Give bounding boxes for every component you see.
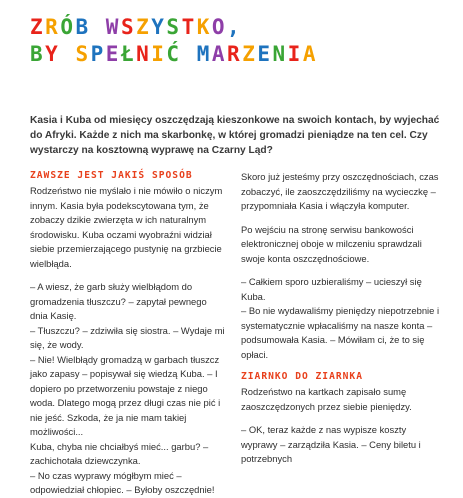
- title-letter: [182, 41, 197, 68]
- page-title: [30, 14, 318, 68]
- title-letter: Z: [30, 15, 46, 39]
- title-letter: B: [30, 42, 46, 66]
- title-letter: N: [272, 42, 288, 66]
- dialog-line: – Całkiem sporo uzbieraliśmy – ucieszył się Kuba.: [241, 276, 422, 302]
- right-paragraph-4: – OK, teraz każde z nas wypisze koszty wyprawy – zarządziła Kasia. – Ceny biletu i potrzebnych: [241, 424, 421, 464]
- title-line-1: [30, 14, 318, 41]
- dialog-line: – Bo nie wydawaliśmy pieniędzy niepotrzebnie i systematycznie wpłacaliśmy na nasze konta – podsumowała Kasia. – Mówiłam ci, że to się opłaci.: [241, 305, 440, 360]
- title-letter: M: [196, 42, 212, 66]
- title-letter: [60, 41, 75, 68]
- title-letter: Ó: [60, 15, 76, 39]
- right-column: [241, 170, 441, 467]
- right-paragraph-3: Rodzeństwo na kartkach zapisało sumę zaoszczędzonych przez siebie pieniędzy.: [241, 386, 412, 412]
- title-letter: Z: [242, 42, 258, 66]
- title-letter: Z: [136, 15, 152, 39]
- title-letter: B: [75, 15, 91, 39]
- dialog-line: – Tłuszczu? – zdziwiła się siostra. – Wydaje mi się, że wody.: [30, 324, 225, 350]
- title-letter: T: [181, 15, 197, 39]
- title-letter: I: [151, 42, 167, 66]
- dialog-line: – No czas wyprawy mógłbym mieć – odpowiedział chłopiec. – Byłoby oszczędnie!: [30, 469, 215, 495]
- title-letter: N: [136, 42, 152, 66]
- title-letter: Y: [151, 15, 167, 39]
- left-column: [30, 170, 225, 498]
- title-letter: P: [90, 42, 106, 66]
- title-letter: R: [45, 15, 61, 39]
- dialog-line: Kuba, chyba nie chciałbyś mieć... garbu? – zachichotała dziewczynka.: [30, 440, 209, 466]
- title-letter: W: [105, 15, 121, 39]
- title-letter: I: [287, 42, 303, 66]
- title-letter: E: [257, 42, 273, 66]
- right-paragraph-2: Po wejściu na stronę serwisu bankowości elektronicznej oboje w milczeniu sprawdzali swoje konta oszczędnościowe.: [241, 223, 422, 264]
- title-letter: R: [227, 42, 243, 66]
- intro-paragraph: Kasia i Kuba od miesięcy oszczędzają kieszonkowe na swoich kontach, by wyjechać do Afryki. Każde z nich ma skarbonkę, w której gromadzi pieniądze na ten cel. Czy wystarczy na kosztowną wyprawę na Czarny Ląd?: [30, 115, 440, 156]
- title-letter: O: [211, 15, 228, 39]
- title-letter: Ć: [166, 42, 182, 66]
- title-letter: S: [166, 15, 182, 39]
- dialog-line: – Nie! Wielbłądy gromadzą w garbach tłuszcz jako zapasy – popisywał się wiedzą Kuba. – I dopiero po przetworzeniu powstaje z niego woda. Dlatego mogą przez długi czas nie pić i nie jeść. Szkoda, że ja nie mam takiej możliwości...: [30, 353, 221, 437]
- title-letter: ,: [227, 15, 243, 39]
- right-paragraph-1: Skoro już jesteśmy przy oszczędnościach, czas zobaczyć, ile zaoszczędziliśmy na wycieczkę – przypomniała Kasia i włączyła komputer.: [241, 171, 439, 211]
- dialog-line: – A wiesz, że garb służy wielbłądom do gromadzenia tłuszczu? – zapytał pewnego dnia Kasię.: [30, 281, 207, 321]
- title-letter: A: [302, 42, 318, 66]
- left-dialog: [30, 280, 225, 498]
- title-letter: S: [120, 15, 137, 39]
- title-letter: [91, 14, 106, 41]
- right-dialog: [241, 275, 441, 362]
- section-heading-grain-by-grain: ZIARNKO DO ZIARNKA: [241, 371, 363, 382]
- title-letter: Y: [45, 42, 61, 66]
- title-letter: K: [196, 15, 212, 39]
- title-letter: E: [105, 42, 121, 66]
- left-paragraph-1: Rodzeństwo nie myślało i nie mówiło o niczym innym. Kasia była podekscytowana tym, że zobaczy dzikie zwierzęta w ich naturalnym środowisku. Kuba oczami wyobraźni widział siebie przemierzającego pustynię na grzbiecie wielbłąda.: [30, 185, 223, 269]
- title-line-2: [30, 41, 318, 68]
- title-letter: A: [211, 42, 228, 66]
- section-heading-always-a-way: ZAWSZE JEST JAKIŚ SPOSÓB: [30, 170, 193, 181]
- title-letter: Ł: [120, 42, 137, 66]
- title-letter: S: [75, 42, 91, 66]
